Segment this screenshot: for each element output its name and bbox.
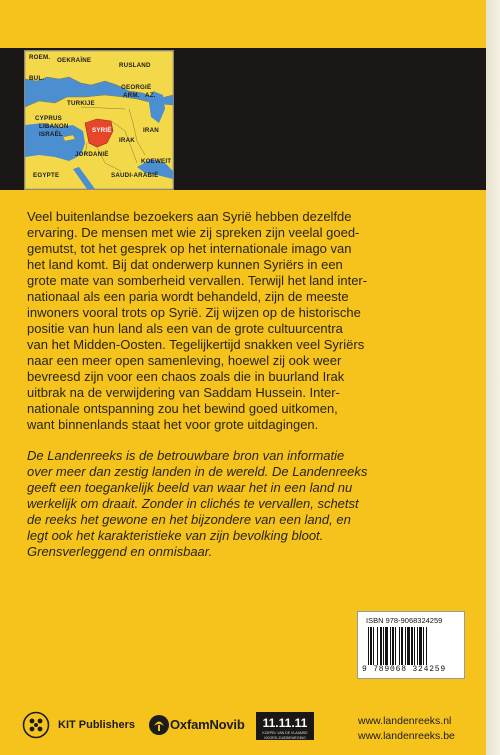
barcode-bar	[417, 627, 418, 665]
map-label-turkije: TURKIJE	[67, 100, 95, 107]
kit-publishers-label: KIT Publishers	[58, 719, 136, 731]
back-cover-text	[27, 209, 467, 560]
barcode-bar	[390, 627, 391, 665]
barcode-bar	[405, 627, 406, 665]
map-label-koeweit: KOEWEIT	[141, 158, 172, 165]
map-label-georgie: GEORGIË	[121, 84, 152, 91]
series-paragraph	[27, 448, 467, 560]
barcode-bar	[419, 627, 422, 665]
elevens-tagline: KOEPEL VAN DE VLAAMSE NOORD-ZUIDBEWEGING	[262, 731, 308, 740]
barcode-bar	[414, 627, 415, 665]
isbn-label: ISBN 978-9068324259	[366, 616, 443, 625]
barcode-bar	[401, 627, 403, 665]
map-label-irak: IRAK	[119, 137, 135, 144]
barcode-box	[357, 611, 465, 679]
map-label-libanon: LIBANON	[39, 123, 69, 130]
barcode-bar	[383, 627, 384, 665]
series-description: is de betrouwbare bron van informatie over meer dan zestig landen in de wereld. De Landenreeks geeft een toegankelijk beeld van waar het in een land nu werkelijk om draait. Zonder in clichés te vervallen, schetst de reeks het gewone en het bijzondere van een land, en legt ook het karakteristieke van zijn bevolking bloot. Grensverleggend en onmisbaar.	[27, 448, 368, 559]
barcode-bar	[423, 627, 424, 665]
map-label-cyprus: CYPRUS	[35, 115, 62, 122]
barcode-digits: 9 789068 324259	[362, 665, 447, 674]
barcode-bar	[392, 627, 394, 665]
barcode-bar	[377, 627, 378, 665]
barcode-bar	[373, 627, 374, 665]
url-nl[interactable]: www.landenreeks.nl	[358, 715, 452, 727]
map-label-saudi-arabie: SAUDI-ARABIË	[111, 172, 159, 179]
map-label-azerbeidzjan: AZ.	[145, 92, 156, 99]
oxfam-novib-label: OxfamNovib	[170, 717, 245, 732]
map-label-bulgarije: BUL.	[29, 75, 45, 82]
url-be[interactable]: www.landenreeks.be	[358, 730, 455, 742]
map-label-jordanie: JORDANIË	[75, 151, 109, 158]
map-label-iran: IRAN	[143, 127, 159, 134]
description-paragraph: Veel buitenlandse bezoekers aan Syrië hebben dezelfde ervaring. De mensen met wie zij spreken zijn veelal goed- gemutst, tot het gesprek op het internationale imago van het land komt. Bij dat onderwerp kunnen Syriërs in een grote mate van somberheid vervallen. Terwijl het land inter- nationaal als een paria wordt behandeld, zijn de meeste inwoners vooral trots op Syrië. Zij wijzen op de historische positie van hun land als een van de grote cultuurcentra van het Midden-Oosten. Tegelijkertijd snakken veel Syriërs naar een meer open samenleving, hoewel zij ook weer bevreesd zijn voor een chaos zoals die in buurland Irak uitbrak na de verwijdering van Saddam Hussein. Inter- nationale ontspanning zou het bewind goed uitkomen, want binnenlands staat het voor grote uitdagingen.	[27, 209, 368, 432]
map-label-egypte: EGYPTE	[33, 172, 60, 179]
barcode-bar	[395, 627, 396, 665]
barcode-bar	[370, 627, 372, 665]
syria-map	[24, 50, 174, 190]
publisher-footer	[0, 708, 486, 748]
map-label-oekraine: OEKRAÏNE	[57, 57, 92, 64]
map-label-armenie: ARM.	[123, 92, 140, 99]
barcode-bar	[399, 627, 400, 665]
book-spine-edge	[486, 0, 500, 755]
kit-publishers-logo-icon	[22, 711, 50, 739]
elevens-label: 11.11.11	[262, 716, 308, 730]
barcode-bar	[368, 627, 369, 665]
barcode-bar	[426, 627, 427, 665]
website-links	[358, 714, 455, 744]
map-label-israel: ISRAËL	[39, 131, 63, 138]
series-name: De Landenreeks	[27, 448, 123, 463]
map-label-roemenie: ROEM.	[29, 54, 51, 61]
map-label-rusland: RUSLAND	[119, 62, 151, 69]
map-label-syrie: SYRIË	[92, 127, 112, 134]
barcode-bar	[407, 627, 410, 665]
barcode-bar	[380, 627, 382, 665]
barcode-bars	[368, 627, 454, 665]
oxfam-novib-logo-icon	[148, 714, 170, 736]
elevens-logo	[256, 712, 314, 740]
barcode-bar	[385, 627, 388, 665]
barcode-bar	[411, 627, 413, 665]
